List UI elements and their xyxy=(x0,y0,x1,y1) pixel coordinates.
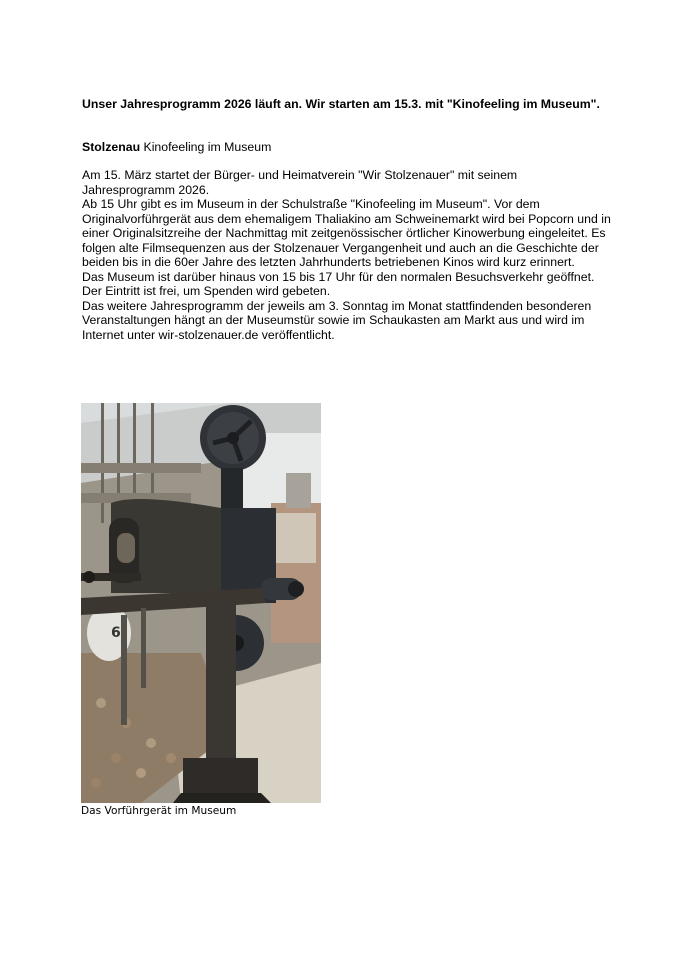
paragraph: Das Museum ist darüber hinaus von 15 bis 17 Uhr für den normalen Besuchsverkehr geöffnet. Der Eintritt ist frei, um Spenden wird gebeten. xyxy=(82,269,595,298)
paragraph: Ab 15 Uhr gibt es im Museum in der Schulstraße "Kinofeeling im Museum". Vor dem Originalvorführgerät aus dem ehemaligem Thaliakino am Schweinemarkt wird bei Popcorn und in einer Originalsitzreihe der Nachmittag mit zeitgenössischer örtlicher Kinowerbung eingeleitet. Es folgen alte Filmsequenzen aus der Stolzenauer Vergangenheit und auch an die Geschichte der beiden bis in die 60er Jahre des letzten Jahrhunderts betriebenen Kinos wird kurz erinnert. xyxy=(82,197,611,269)
sign-number: 6 xyxy=(111,625,121,641)
subhead-place: Stolzenau xyxy=(82,140,141,154)
paragraph: Am 15. März startet der Bürger- und Heimatverein "Wir Stolzenauer" mit seinem Jahresprogramm 2026. xyxy=(82,168,518,197)
photo-caption: Das Vorführgerät im Museum xyxy=(81,805,237,817)
article-body xyxy=(82,168,612,342)
paragraph: Das weitere Jahresprogramm der jeweils am 3. Sonntag im Monat stattfindenden besonderen Veranstaltungen hängt an der Museumstür sowie im Schaukasten am Markt aus und wird im Internet unter wir-stolzenauer.de veröffentlicht. xyxy=(82,298,592,342)
headline: Unser Jahresprogramm 2026 läuft an. Wir starten am 15.3. mit "Kinofeeling im Museum". xyxy=(82,97,600,111)
subhead-title: Kinofeeling im Museum xyxy=(143,140,272,154)
projector-photo xyxy=(81,403,321,803)
article-subhead xyxy=(82,140,602,155)
